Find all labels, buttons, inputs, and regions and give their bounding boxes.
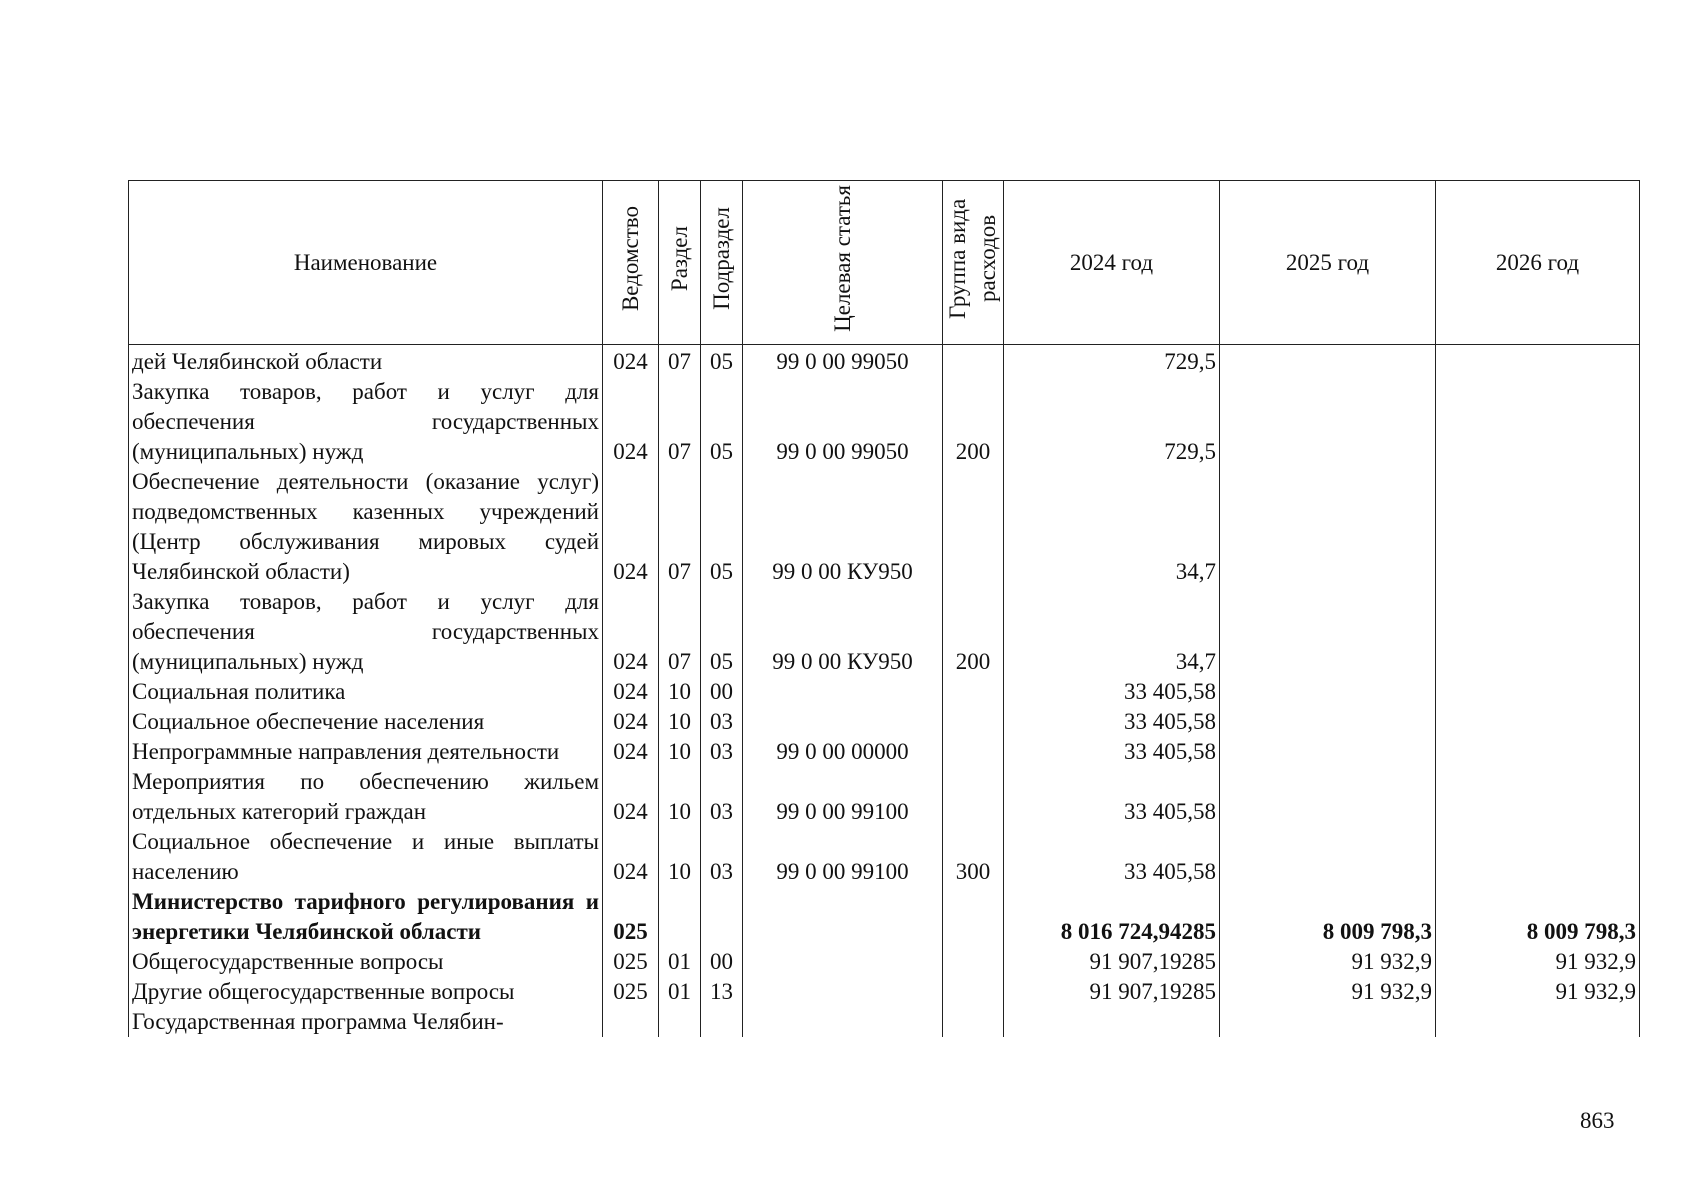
header-2025: 2025 год — [1220, 181, 1436, 345]
cell-expense-group: 200 — [943, 377, 1004, 467]
cell-2026: 91 932,9 — [1436, 977, 1640, 1007]
table-row — [129, 677, 1640, 707]
cell-2025 — [1220, 707, 1436, 737]
cell-section: 10 — [659, 677, 701, 707]
cell-2026: 8 009 798,3 — [1436, 887, 1640, 947]
cell-2024: 33 405,58 — [1004, 827, 1220, 887]
header-name: Наименование — [129, 181, 603, 345]
table-row — [129, 767, 1640, 827]
cell-subsection — [701, 887, 743, 947]
cell-department: 024 — [603, 707, 659, 737]
cell-subsection: 03 — [701, 737, 743, 767]
table-row — [129, 947, 1640, 977]
cell-section: 01 — [659, 947, 701, 977]
cell-department: 025 — [603, 977, 659, 1007]
cell-expense-group — [943, 467, 1004, 587]
table-row — [129, 467, 1640, 587]
cell-expense-group: 200 — [943, 587, 1004, 677]
cell-2025 — [1220, 345, 1436, 378]
cell-target-article: 99 0 00 00000 — [743, 737, 943, 767]
table-row — [129, 977, 1640, 1007]
header-2026: 2026 год — [1436, 181, 1640, 345]
cell-2025 — [1220, 677, 1436, 707]
cell-2024 — [1004, 1007, 1220, 1037]
cell-2024: 34,7 — [1004, 587, 1220, 677]
table-row — [129, 1007, 1640, 1037]
table-row — [129, 377, 1640, 467]
cell-2024: 33 405,58 — [1004, 767, 1220, 827]
cell-subsection: 05 — [701, 345, 743, 378]
cell-department: 024 — [603, 767, 659, 827]
cell-2024: 34,7 — [1004, 467, 1220, 587]
cell-department: 025 — [603, 887, 659, 947]
cell-name: Министерство тарифного регулирования и энергетики Челябинской области — [129, 887, 603, 947]
header-2024: 2024 год — [1004, 181, 1220, 345]
table-row — [129, 587, 1640, 677]
cell-2025 — [1220, 1007, 1436, 1037]
cell-expense-group — [943, 977, 1004, 1007]
cell-2026 — [1436, 677, 1640, 707]
cell-department: 024 — [603, 377, 659, 467]
cell-section: 07 — [659, 377, 701, 467]
cell-department: 024 — [603, 737, 659, 767]
cell-name: Другие общегосударственные вопросы — [129, 977, 603, 1007]
cell-2024: 33 405,58 — [1004, 707, 1220, 737]
cell-section: 07 — [659, 345, 701, 378]
cell-target-article — [743, 707, 943, 737]
cell-subsection: 13 — [701, 977, 743, 1007]
header-expense-group: Группа вида расходов — [943, 181, 1004, 345]
cell-name: Социальное обеспечение и иные выплаты населению — [129, 827, 603, 887]
cell-name: Мероприятия по обеспечению жильем отдельных категорий граждан — [129, 767, 603, 827]
cell-name: Обеспечение деятельности (оказание услуг) подведомственных казенных учреждений (Центр обслуживания мировых судей Челябинской области) — [129, 467, 603, 587]
cell-2025 — [1220, 737, 1436, 767]
cell-section: 01 — [659, 977, 701, 1007]
cell-expense-group — [943, 707, 1004, 737]
cell-subsection: 03 — [701, 827, 743, 887]
header-section: Раздел — [659, 181, 701, 345]
cell-target-article: 99 0 00 КУ950 — [743, 587, 943, 677]
cell-target-article — [743, 677, 943, 707]
cell-section — [659, 1007, 701, 1037]
cell-2026 — [1436, 587, 1640, 677]
cell-2025: 91 932,9 — [1220, 947, 1436, 977]
cell-target-article — [743, 887, 943, 947]
cell-target-article: 99 0 00 99100 — [743, 767, 943, 827]
cell-2025 — [1220, 467, 1436, 587]
cell-2024: 729,5 — [1004, 377, 1220, 467]
cell-subsection: 00 — [701, 947, 743, 977]
cell-expense-group — [943, 767, 1004, 827]
cell-department: 024 — [603, 677, 659, 707]
cell-2026 — [1436, 707, 1640, 737]
cell-expense-group: 300 — [943, 827, 1004, 887]
table-row — [129, 707, 1640, 737]
cell-2026: 91 932,9 — [1436, 947, 1640, 977]
header-target-article: Целевая статья — [743, 181, 943, 345]
cell-2024: 33 405,58 — [1004, 677, 1220, 707]
cell-subsection: 05 — [701, 587, 743, 677]
table-row — [129, 887, 1640, 947]
cell-2024: 91 907,19285 — [1004, 947, 1220, 977]
cell-section: 10 — [659, 827, 701, 887]
cell-department — [603, 1007, 659, 1037]
table-header-row — [129, 181, 1640, 345]
cell-target-article: 99 0 00 99100 — [743, 827, 943, 887]
cell-target-article: 99 0 00 99050 — [743, 377, 943, 467]
cell-2025 — [1220, 377, 1436, 467]
cell-target-article — [743, 1007, 943, 1037]
cell-section: 10 — [659, 737, 701, 767]
cell-department: 024 — [603, 467, 659, 587]
cell-2026 — [1436, 827, 1640, 887]
cell-section: 10 — [659, 767, 701, 827]
cell-name: Закупка товаров, работ и услуг для обеспечения государственных (муниципальных) нужд — [129, 377, 603, 467]
cell-2025: 8 009 798,3 — [1220, 887, 1436, 947]
cell-name: Непрограммные направления деятельности — [129, 737, 603, 767]
cell-2024: 729,5 — [1004, 345, 1220, 378]
cell-name: дей Челябинской области — [129, 345, 603, 378]
cell-expense-group — [943, 677, 1004, 707]
cell-subsection: 03 — [701, 767, 743, 827]
cell-subsection: 05 — [701, 467, 743, 587]
cell-department: 024 — [603, 827, 659, 887]
cell-expense-group — [943, 345, 1004, 378]
cell-section — [659, 887, 701, 947]
cell-section: 07 — [659, 587, 701, 677]
table-row — [129, 737, 1640, 767]
page-number: 863 — [1580, 1108, 1615, 1133]
cell-2024: 8 016 724,94285 — [1004, 887, 1220, 947]
cell-2025 — [1220, 767, 1436, 827]
cell-subsection: 05 — [701, 377, 743, 467]
cell-department: 024 — [603, 345, 659, 378]
cell-department: 024 — [603, 587, 659, 677]
header-subsection: Подраздел — [701, 181, 743, 345]
cell-name: Социальное обеспечение населения — [129, 707, 603, 737]
table-row — [129, 827, 1640, 887]
cell-subsection: 00 — [701, 677, 743, 707]
cell-2026 — [1436, 467, 1640, 587]
cell-2025 — [1220, 827, 1436, 887]
cell-2024: 33 405,58 — [1004, 737, 1220, 767]
budget-table — [128, 180, 1640, 1037]
cell-expense-group — [943, 1007, 1004, 1037]
table-row — [129, 345, 1640, 378]
cell-target-article: 99 0 00 99050 — [743, 345, 943, 378]
cell-target-article — [743, 977, 943, 1007]
cell-expense-group — [943, 737, 1004, 767]
header-department: Ведомство — [603, 181, 659, 345]
cell-target-article: 99 0 00 КУ950 — [743, 467, 943, 587]
cell-name: Общегосударственные вопросы — [129, 947, 603, 977]
cell-2026 — [1436, 737, 1640, 767]
cell-name: Закупка товаров, работ и услуг для обеспечения государственных (муниципальных) нужд — [129, 587, 603, 677]
cell-section: 07 — [659, 467, 701, 587]
cell-expense-group — [943, 887, 1004, 947]
cell-department: 025 — [603, 947, 659, 977]
cell-section: 10 — [659, 707, 701, 737]
cell-name: Государственная программа Челябин- — [129, 1007, 603, 1037]
table-body — [129, 345, 1640, 1038]
cell-2026 — [1436, 767, 1640, 827]
cell-subsection: 03 — [701, 707, 743, 737]
cell-2026 — [1436, 1007, 1640, 1037]
cell-2025: 91 932,9 — [1220, 977, 1436, 1007]
cell-name: Социальная политика — [129, 677, 603, 707]
cell-subsection — [701, 1007, 743, 1037]
cell-expense-group — [943, 947, 1004, 977]
cell-2026 — [1436, 377, 1640, 467]
cell-target-article — [743, 947, 943, 977]
cell-2025 — [1220, 587, 1436, 677]
cell-2026 — [1436, 345, 1640, 378]
cell-2024: 91 907,19285 — [1004, 977, 1220, 1007]
